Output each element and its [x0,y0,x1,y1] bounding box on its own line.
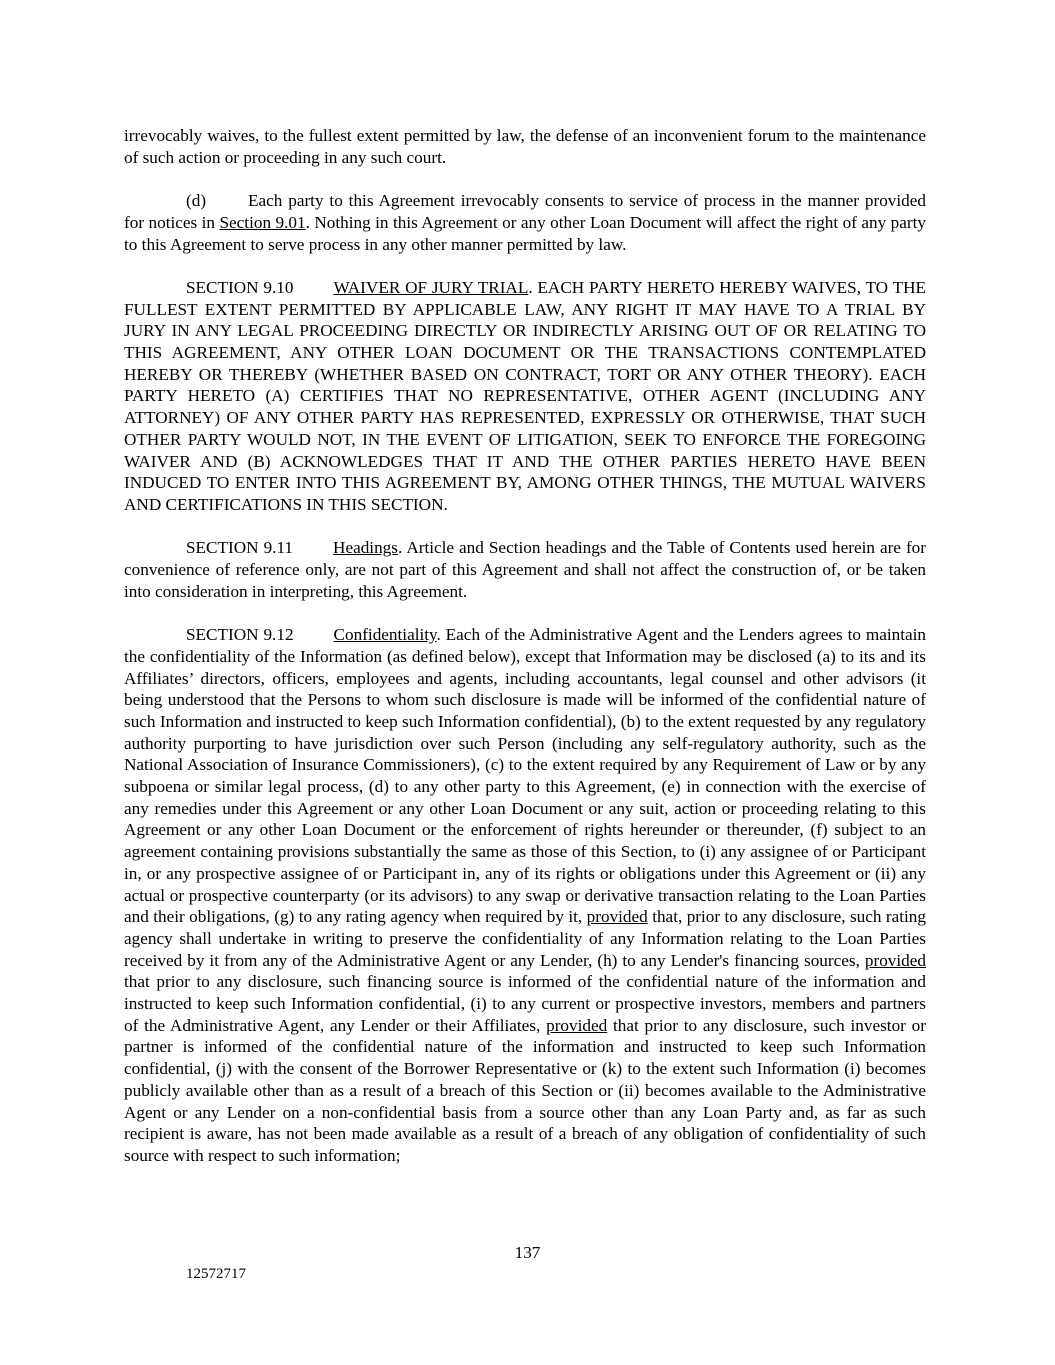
section-9-11-number: SECTION 9.11 [186,538,294,558]
provided-term: provided [586,907,648,927]
section-9-01-reference: Section 9.01 [219,212,306,232]
section-9-11 [124,537,926,602]
document-id: 12572717 [186,1266,246,1282]
paragraph-d: (d) Each party to this Agreement irrevocably consents to service of process in the manner provided for notices in Section 9.01. Nothing in this Agreement or any other Loan Document will affect the right of any party to this Agreement to serve process in any other manner permitted by law. [124,191,926,254]
paragraph-d-label: (d) [186,191,207,211]
section-9-12-number: SECTION 9.12 [186,625,294,645]
clause-g-label: g [280,907,289,927]
section-9-10 [124,277,926,516]
section-9-11-heading: Headings [333,538,398,558]
section-9-10-heading: WAIVER OF JURY TRIAL [333,277,529,297]
provided-term: provided [546,1015,608,1035]
paragraph-c-continuation: irrevocably waives, to the fullest extent permitted by law, the defense of an inconvenient forum to the maintenance of such action or proceeding in any such court. [124,126,926,167]
section-9-12-heading: Confidentiality [333,625,437,645]
document-body [124,125,926,1188]
provided-term: provided [864,950,926,970]
section-9-10-text: . EACH PARTY HERETO HEREBY WAIVES, TO THE FULLEST EXTENT PERMITTED BY APPLICABLE LAW, ANY RIGHT IT MAY HAVE TO A TRIAL BY JURY IN ANY LEGAL PROCEEDING DIRECTLY OR INDIRECTLY ARISING OUT OF OR RELATING TO THIS AGREEMENT, ANY OTHER LOAN DOCUMENT OR THE TRANSACTIONS CONTEMPLATED HEREBY OR THEREBY (WHETHER BASED ON CONTRACT, TORT OR ANY OTHER THEORY). EACH PARTY HERETO (A) CERTIFIES THAT NO REPRESENTATIVE, OTHER AGENT (INCLUDING ANY ATTORNEY) OF ANY OTHER PARTY HAS REPRESENTED, EXPRESSLY OR OTHERWISE, THAT SUCH OTHER PARTY WOULD NOT, IN THE EVENT OF LITIGATION, SEEK TO ENFORCE THE FOREGOING WAIVER AND (B) ACKNOWLEDGES THAT IT AND THE OTHER PARTIES HERETO HAVE BEEN INDUCED TO ENTER INTO THIS AGREEMENT BY, AMONG OTHER THINGS, THE MUTUAL WAIVERS AND CERTIFICATIONS IN THIS SECTION. [124,277,926,514]
section-9-12: SECTION 9.12 Confidentiality. Each of the Administrative Agent and the Lenders agrees to maintain the confidentiality of the Information (as defined below), except that Information may be disclosed (a) to its and its Affiliates’ directors, officers, employees and agents, including accountants, legal counsel and other advisors (it being understood that the Persons to whom such disclosure is made will be informed of the confidential nature of such Information and instructed to keep such Information confidential), (b) to the extent requested by any regulatory authority purporting to have jurisdiction over such Person (including any self-regulatory authority, such as the National Association of Insurance Commissioners), (c) to the extent required by any Requirement of Law or by any subpoena or similar legal process, (d) to any other party to this Agreement, (e) in connection with the exercise of any remedies under this Agreement or any other Loan Document or any suit, action or proceeding relating to this Agreement or any other Loan Document or the enforcement of rights hereunder or thereunder, (f) subject to an agreement containing provisions substantially the same as those of this Section, to (i) any assignee of or Participant in, or any prospective assignee of or Participant in, any of its rights or obligations under this Agreement or (ii) any actual or prospective counterparty (or its advisors) to any swap or derivative transaction relating to the Loan Parties and their obligations, (g) to any rating agency when required by it, provided that, prior to any disclosure, such rating agency shall undertake in writing to preserve the confidentiality of any Information relating to the Loan Parties received by it from any of the Administrative Agent or any Lender, (h) to any Lender's financing sources, provided that prior to any disclosure, such financing source is informed of the confidential nature of the information and instructed to keep such Information confidential, (i) to any current or prospective investors, members and partners of the Administrative Agent, any Lender or their Affiliates, provided that prior to any disclosure, such investor or partner is informed of the confidential nature of the information and instructed to keep such Information confidential, (j) with the consent of the Borrower Representative or (k) to the extent such Information (i) becomes publicly available other than as a result of a breach of this Section or (ii) becomes available to the Administrative Agent or any Lender on a non-confidential basis from a source other than any Loan Party and, as far as such recipient is aware, has not been made available as a result of a breach of any obligation of confidentiality of such source with respect to such information; [124,625,926,1165]
section-9-11-text: . Article and Section headings and the Table of Contents used herein are for convenience of reference only, are not part of this Agreement and shall not affect the construction of, or be taken into consideration in interpreting, this Agreement. [124,538,926,601]
page-number: 137 [514,1243,541,1262]
section-9-10-number: SECTION 9.10 [186,277,294,297]
